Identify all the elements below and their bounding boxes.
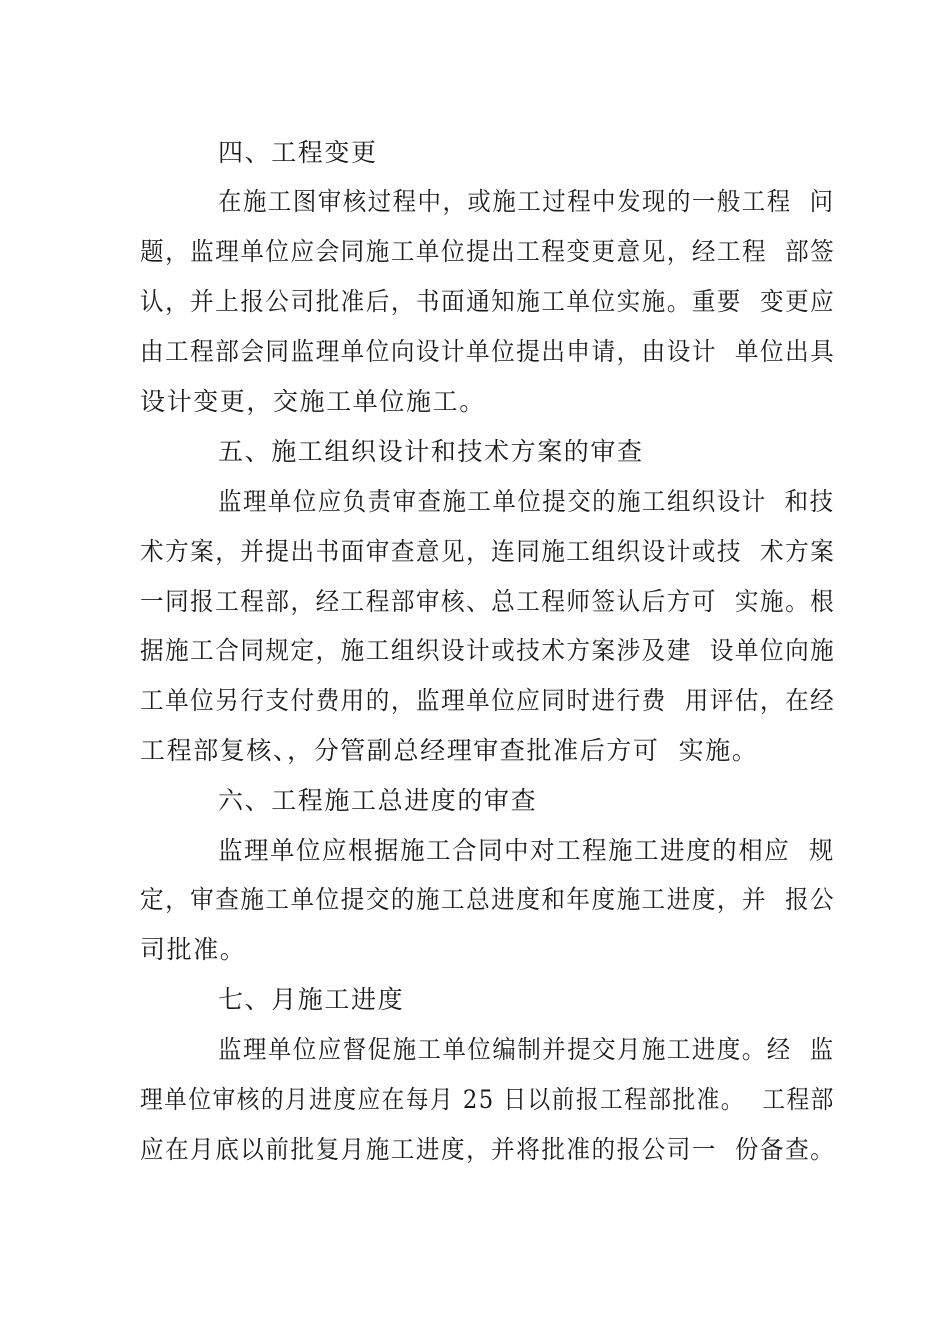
paragraph-line: 一同报工程部，经工程部审核、总工程师签认后方可 实施。根 — [140, 587, 836, 616]
section-heading: 四、工程变更 — [218, 138, 378, 167]
section-heading: 五、施工组织设计和技术方案的审查 — [218, 437, 644, 466]
paragraph-line: 应在月底以前批复月施工进度，并将批准的报公司一 份备查。 — [140, 1135, 836, 1164]
paragraph-line: 理单位审核的月进度应在每月 25 日以前报工程部批准。 工程部 — [140, 1085, 835, 1114]
paragraph-line: 认，并上报公司批准后，书面通知施工单位实施。重要 变更应 — [140, 287, 836, 316]
section-heading: 七、月施工进度 — [218, 985, 405, 1014]
paragraph-line: 监理单位应督促施工单位编制并提交月施工进度。经 监 — [218, 1035, 835, 1064]
paragraph-line: 术方案，并提出书面审查意见，连同施工组织设计或技 术方案 — [140, 537, 836, 566]
section-heading: 六、工程施工总进度的审查 — [218, 786, 538, 815]
paragraph-line: 在施工图审核过程中，或施工过程中发现的一般工程 问 — [218, 187, 835, 216]
paragraph-line: 监理单位应根据施工合同中对工程施工进度的相应 规 — [218, 836, 835, 865]
paragraph-line: 由工程部会同监理单位向设计单位提出申请，由设计 单位出具 — [140, 337, 836, 366]
paragraph-line: 司批准。 — [140, 935, 247, 964]
paragraph-line: 工单位另行支付费用的，监理单位应同时进行费 用评估，在经 — [140, 686, 836, 715]
paragraph-line: 设计变更，交施工单位施工。 — [140, 387, 486, 416]
paragraph-line: 据施工合同规定，施工组织设计或技术方案涉及建 设单位向施 — [140, 636, 836, 665]
paragraph-line: 工程部复核、，分管副总经理审查批准后方可 实施。 — [140, 736, 759, 765]
paragraph-line: 定，审查施工单位提交的施工总进度和年度施工进度，并 报公 — [140, 885, 836, 914]
paragraph-line: 题，监理单位应会同施工单位提出工程变更意见，经工程 部签 — [140, 237, 836, 266]
paragraph-line: 监理单位应负责审查施工单位提交的施工组织设计 和技 — [218, 487, 835, 516]
